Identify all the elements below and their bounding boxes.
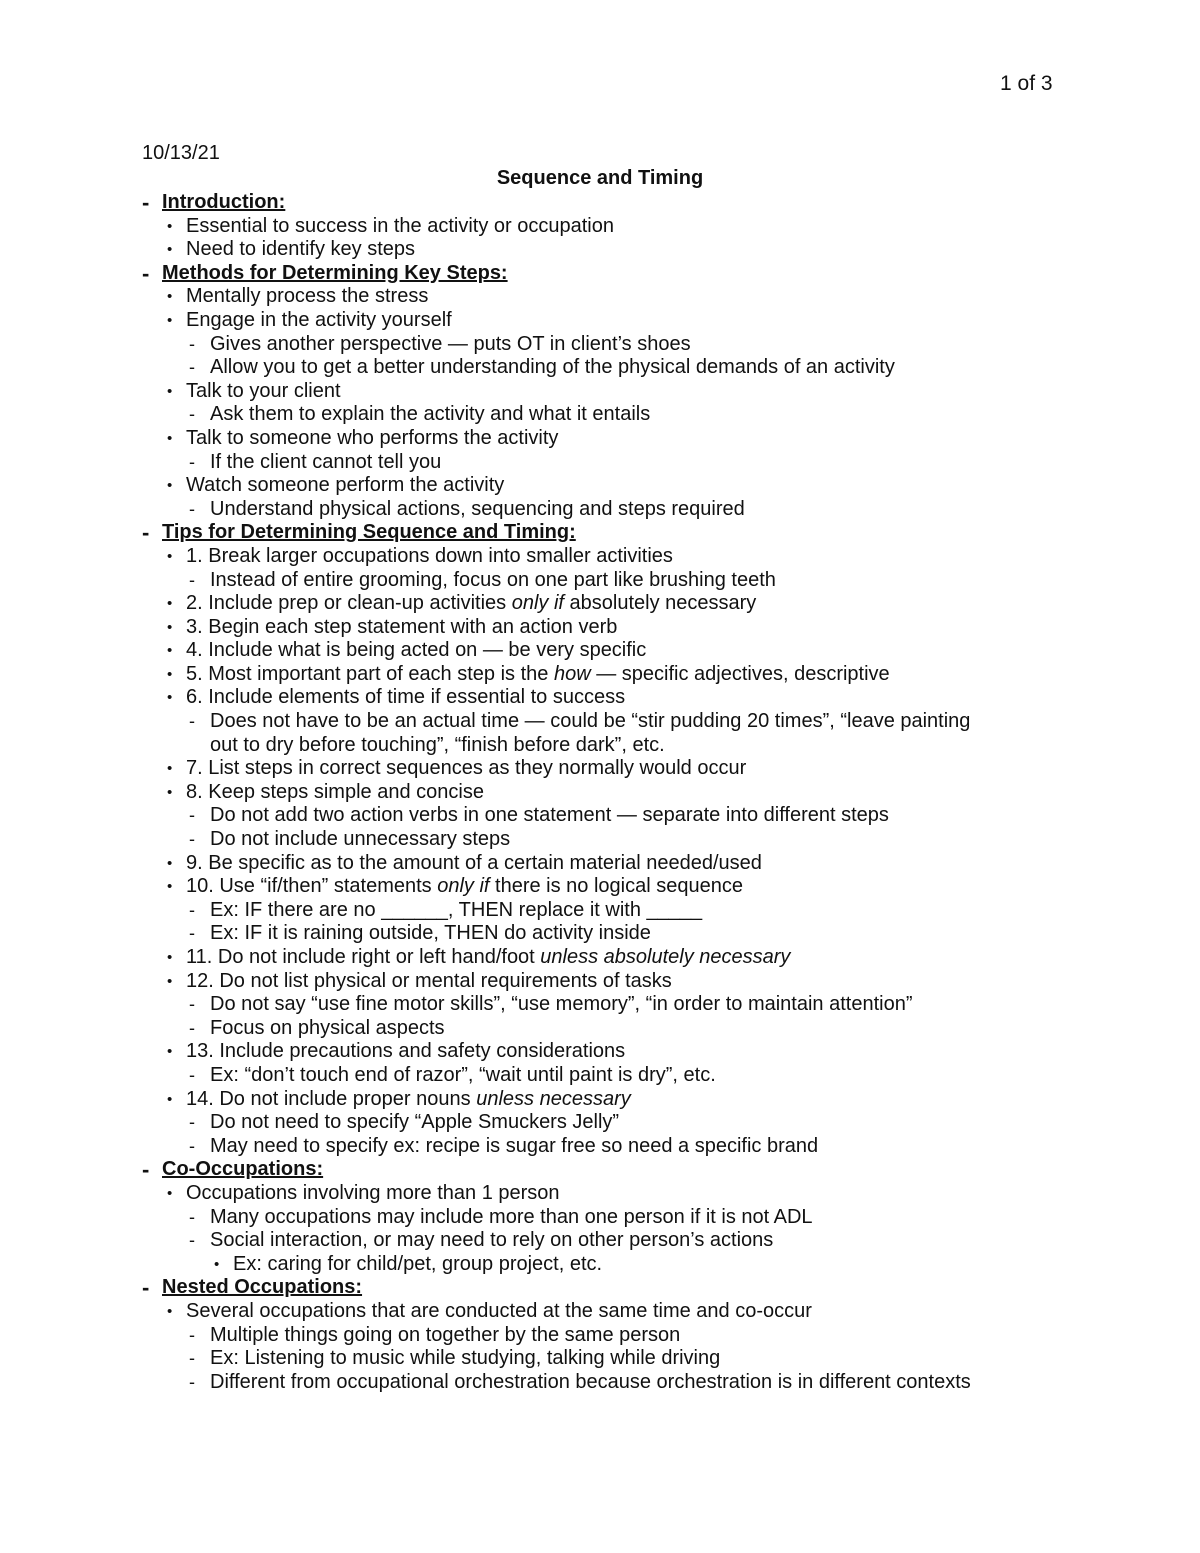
list-item [0,804,1200,828]
list-item [0,427,1200,451]
notes-outline [0,191,1200,1394]
item-text: Allow you to get a better understanding of the physical demands of an activity [210,356,895,379]
section-dash-marker: - [142,520,150,546]
list-item [0,1017,1200,1041]
sub-dash-marker: - [189,899,195,920]
sub-dash-marker: - [189,1230,195,1251]
item-text: Instead of entire grooming, focus on one part like brushing teeth [210,568,776,591]
item-text: 1. Break larger occupations down into smaller activities [186,544,673,567]
list-item [0,970,1200,994]
sub-dash-marker: - [189,498,195,519]
bullet-marker: • [167,854,173,872]
list-item [0,828,1200,852]
item-text: Several occupations that are conducted at the same time and co-occur [186,1299,812,1322]
item-text: Occupations involving more than 1 person [186,1181,560,1204]
list-item [0,757,1200,781]
sub-bullet-marker: • [214,1255,220,1273]
list-item [0,403,1200,427]
list-item [0,380,1200,404]
item-text: there is no logical sequence [489,875,743,898]
sub-dash-marker: - [189,1112,195,1133]
item-text: Ex: Listening to music while studying, talking while driving [210,1347,721,1370]
list-item [0,946,1200,970]
sub-dash-marker: - [189,569,195,590]
item-text: 5. Most important part of each step is the [186,662,554,685]
sub-dash-marker: - [189,1348,195,1369]
list-item [0,1300,1200,1324]
list-item [0,592,1200,616]
item-text: Do not include unnecessary steps [210,828,511,851]
bullet-marker: • [167,949,173,966]
item-text: 14. Do not include proper nouns [186,1087,477,1110]
sub-dash-marker: - [189,829,195,850]
list-item [0,663,1200,687]
emphasis-text: how [553,662,591,685]
emphasis-text: unless absolutely necessary [540,946,791,968]
item-text: 8. Keep steps simple and concise [186,780,484,803]
list-item [0,686,1200,710]
list-item [0,238,1200,262]
list-item [0,474,1200,498]
page-title: Sequence and Timing [496,167,704,189]
list-item [0,710,1200,734]
list-item [0,285,1200,309]
section-heading-text: Tips for Determining Sequence and Timing: [162,521,576,544]
item-text: 13. Include precautions and safety considerations [186,1040,626,1063]
sub-dash-marker: - [189,711,195,732]
section-dash-marker: - [142,1275,150,1301]
section-heading-text: Nested Occupations: [162,1276,363,1299]
item-text: Do not say “use fine motor skills”, “use memory”, “in order to maintain attention” [210,993,913,1016]
item-text: — specific adjectives, descriptive [590,662,890,685]
list-item [0,922,1200,946]
item-text: out to dry before touching”, “finish before dark”, etc. [210,733,665,756]
item-text: Talk to your client [186,379,341,402]
item-text: Engage in the activity yourself [186,308,452,331]
sub-dash-marker: - [189,994,195,1015]
sub-dash-marker: - [189,451,195,472]
item-text: Understand physical actions, sequencing and steps required [210,497,745,520]
list-item [0,1088,1200,1112]
bullet-marker: • [167,689,173,707]
sub-dash-marker: - [189,404,195,425]
sub-dash-marker: - [189,923,195,944]
list-item [0,899,1200,923]
bullet-marker: • [167,1302,173,1320]
sub-dash-marker: - [189,1064,195,1085]
bullet-marker: • [167,972,173,990]
list-item [0,734,1200,758]
emphasis-text: only if [437,875,490,898]
bullet-marker: • [167,878,173,896]
bullet-marker: • [167,783,173,801]
item-text: Social interaction, or may need to rely on other person’s actions [210,1229,774,1252]
sub-dash-marker: - [189,805,195,826]
item-text: Talk to someone who performs the activity [186,426,559,449]
sub-dash-marker: - [189,357,195,378]
item-text: 4. Include what is being acted on — be very specific [186,639,647,662]
item-text: 10. Use “if/then” statements [186,875,438,898]
item-text: Gives another perspective — puts OT in client’s shoes [210,332,691,355]
item-text: Mentally process the stress [186,285,429,308]
bullet-marker: • [167,288,173,306]
item-text: Do not add two action verbs in one statement — separate into different steps [210,804,889,827]
section-dash-marker: - [142,260,150,286]
bullet-marker: • [167,217,173,235]
bullet-marker: • [167,241,173,259]
item-text: 2. Include prep or clean-up activities [186,592,512,615]
item-text: Essential to success in the activity or occupation [186,214,614,237]
list-item [0,1135,1200,1159]
list-item [0,1040,1200,1064]
item-text: May need to specify ex: recipe is sugar free so need a specific brand [210,1134,819,1157]
section-heading [0,191,1200,215]
sub-dash-marker: - [189,1206,195,1227]
sub-dash-marker: - [189,1324,195,1345]
item-text: 11. Do not include right or left hand/foot [186,946,541,968]
emphasis-text: unless necessary [476,1087,631,1110]
item-text: Ex: IF it is raining outside, THEN do activity inside [210,922,651,945]
section-heading-text: Co-Occupations: [162,1158,324,1181]
bullet-marker: • [167,1043,173,1061]
sub-dash-marker: - [189,1135,195,1156]
item-text: Ex: IF there are no ______, THEN replace it with _____ [210,898,703,921]
bullet-marker: • [167,760,173,778]
page-number: 1 of 3 [1000,72,1053,95]
item-text: If the client cannot tell you [210,450,442,473]
sub-dash-marker: - [189,1017,195,1038]
bullet-marker: • [167,547,173,565]
bullet-marker: • [167,665,173,683]
emphasis-text: only if [511,592,564,615]
item-text: Do not need to specify “Apple Smuckers Jelly” [210,1111,620,1134]
list-item [0,1206,1200,1230]
bullet-marker: • [167,1184,173,1202]
bullet-marker: • [167,618,173,636]
date: 10/13/21 [142,142,220,164]
section-heading [0,1158,1200,1182]
item-text: 12. Do not list physical or mental requirements of tasks [186,969,672,992]
item-text: Ex: “don’t touch end of razor”, “wait until paint is dry”, etc. [210,1063,716,1086]
item-text: Need to identify key steps [186,238,416,261]
list-item [0,1111,1200,1135]
list-item [0,852,1200,876]
item-text: absolutely necessary [563,592,757,615]
sub-dash-marker: - [189,333,195,354]
item-text: Ex: caring for child/pet, group project, etc. [233,1252,603,1275]
item-text: 3. Begin each step statement with an action verb [186,615,618,638]
list-item [0,451,1200,475]
list-item [0,309,1200,333]
list-item [0,356,1200,380]
item-text: Watch someone perform the activity [186,474,505,497]
sub-dash-marker: - [189,1371,195,1392]
list-item [0,1253,1200,1277]
item-text: 9. Be specific as to the amount of a certain material needed/used [186,851,762,874]
list-item [0,616,1200,640]
bullet-marker: • [167,477,173,495]
section-heading-text: Methods for Determining Key Steps: [162,261,508,284]
list-item [0,875,1200,899]
list-item [0,1064,1200,1088]
list-item [0,1229,1200,1253]
item-text: 7. List steps in correct sequences as they normally would occur [186,757,747,780]
section-dash-marker: - [142,190,150,215]
bullet-marker: • [167,595,173,613]
section-heading [0,262,1200,286]
list-item [0,1182,1200,1206]
section-heading [0,1276,1200,1300]
list-item [0,1324,1200,1348]
bullet-marker: • [167,642,173,660]
list-item [0,569,1200,593]
bullet-marker: • [167,429,173,447]
list-item [0,1371,1200,1395]
list-item [0,639,1200,663]
item-text: Multiple things going on together by the same person [210,1323,681,1346]
item-text: Ask them to explain the activity and what it entails [210,403,651,426]
item-text: Many occupations may include more than one person if it is not ADL [210,1205,813,1228]
item-text: Does not have to be an actual time — could be “stir pudding 20 times”, “leave painting [210,710,971,733]
list-item [0,781,1200,805]
list-item [0,498,1200,522]
list-item [0,545,1200,569]
list-item [0,1347,1200,1371]
section-heading [0,521,1200,545]
bullet-marker: • [167,1090,173,1108]
section-heading-text: Introduction: [162,191,286,213]
item-text: 6. Include elements of time if essential to success [186,686,626,709]
item-text: Different from occupational orchestration because orchestration is in different contexts [210,1370,971,1393]
list-item [0,993,1200,1017]
item-text: Focus on physical aspects [210,1016,445,1039]
bullet-marker: • [167,382,173,400]
list-item [0,333,1200,357]
list-item [0,215,1200,239]
bullet-marker: • [167,311,173,329]
section-dash-marker: - [142,1157,150,1183]
